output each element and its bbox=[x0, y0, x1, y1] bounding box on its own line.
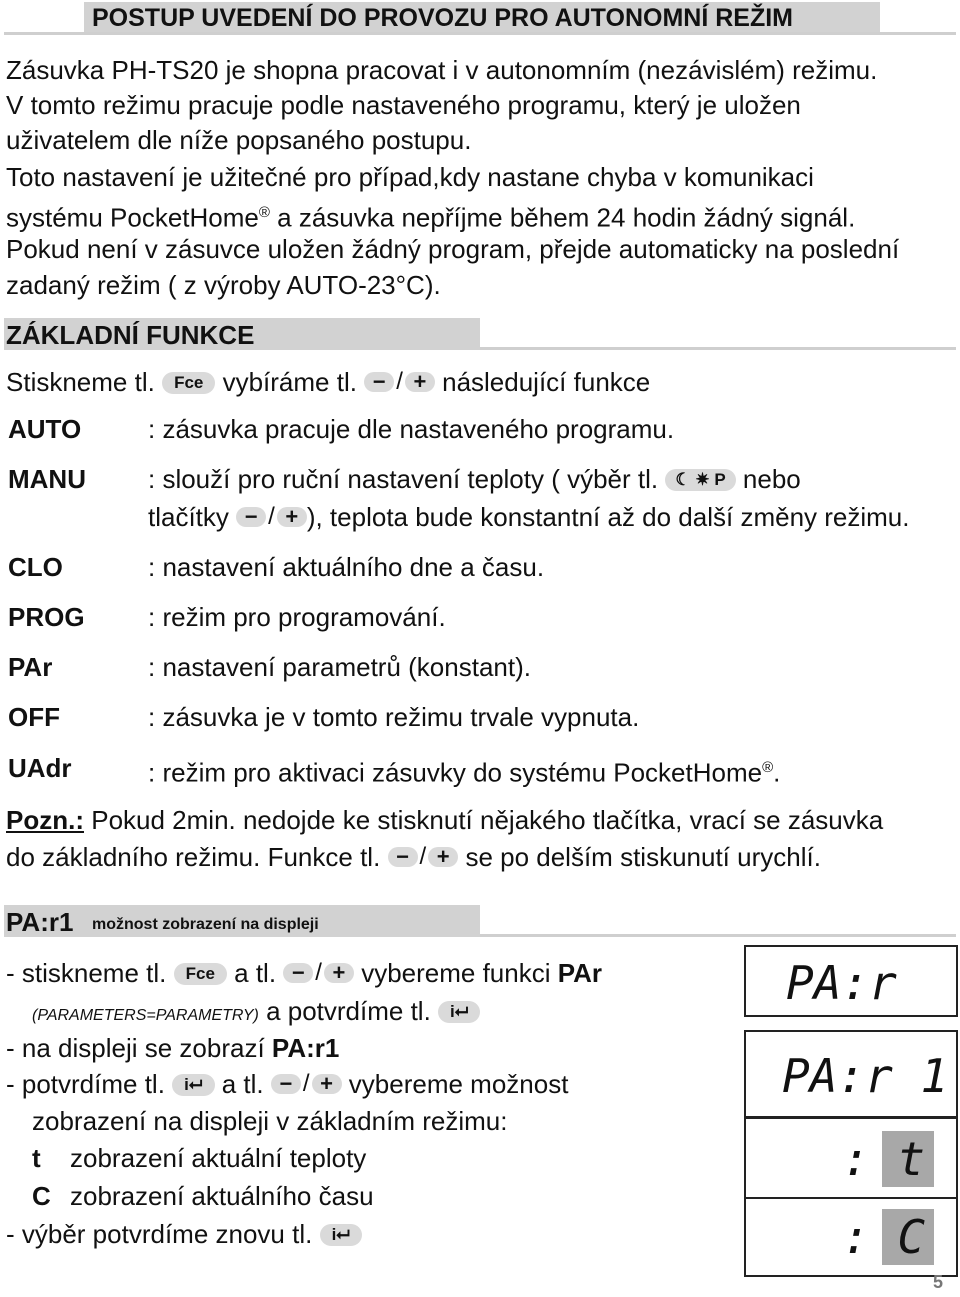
par-s4c: vybereme možnost bbox=[348, 1069, 569, 1099]
intro-line-5 bbox=[6, 198, 855, 233]
note-line-2 bbox=[6, 842, 821, 872]
slash: / bbox=[268, 503, 275, 530]
moon-sun-p-key bbox=[665, 469, 735, 491]
registered-mark: ® bbox=[258, 204, 270, 221]
func-auto-desc: : zásuvka pracuje dle nastaveného programu. bbox=[148, 414, 675, 444]
enter-key: i⮠ bbox=[320, 1224, 362, 1246]
par-step-5: zobrazení na displeji v základním režimu: bbox=[32, 1106, 508, 1136]
minus-plus-key-2 bbox=[236, 502, 307, 532]
minus-icon: − bbox=[271, 1074, 301, 1094]
func-clo-desc: : nastavení aktuálního dne a času. bbox=[148, 552, 545, 582]
func-clo-name: CLO bbox=[8, 552, 63, 582]
minus-icon: − bbox=[364, 372, 394, 392]
slash: / bbox=[396, 368, 403, 395]
par-heading-rule bbox=[480, 934, 956, 937]
fce-key: Fce bbox=[162, 372, 215, 394]
lcd-display-par bbox=[744, 945, 958, 1017]
note-text-1: Pokud 2min. nedojde ke stisknutí nějakého tlačítka, vrací se zásuvka bbox=[84, 805, 884, 835]
basic-heading: ZÁKLADNÍ FUNKCE bbox=[6, 320, 255, 350]
par-step-2 bbox=[32, 996, 480, 1031]
intro-line-5a: systému PocketHome bbox=[6, 202, 259, 233]
press-a: Stiskneme tl. bbox=[6, 367, 155, 397]
par-s2a: (PARAMETERS=PARAMETRY) bbox=[32, 1007, 259, 1024]
plus-icon: + bbox=[277, 507, 307, 527]
par-s3a: - na displeji se zobrazí bbox=[6, 1033, 272, 1063]
par-heading: PA:r1 bbox=[6, 907, 74, 937]
func-off-desc: : zásuvka je v tomto režimu trvale vypnuta. bbox=[148, 702, 640, 732]
press-line bbox=[6, 367, 650, 397]
func-manu-desc-2 bbox=[148, 502, 910, 532]
par-subheading: možnost zobrazení na displeji bbox=[92, 916, 319, 933]
lcd-c-svg bbox=[746, 1199, 956, 1275]
par-step-6 bbox=[6, 1219, 362, 1249]
func-manu-desc-a: : slouží pro ruční nastavení teploty ( výběr tl. bbox=[148, 464, 659, 494]
func-par-name: PAr bbox=[8, 652, 53, 682]
func-uadr-desc-end: . bbox=[773, 757, 781, 788]
lcd-display-c bbox=[744, 1197, 958, 1277]
par-s6: - výběr potvrdíme znovu tl. bbox=[6, 1219, 313, 1249]
minus-icon: − bbox=[283, 963, 313, 983]
par-step-4 bbox=[6, 1069, 568, 1099]
opt-t-desc: zobrazení aktuální teploty bbox=[70, 1143, 367, 1173]
par-step-1 bbox=[6, 958, 602, 988]
slash: / bbox=[419, 843, 427, 870]
func-prog-name: PROG bbox=[8, 602, 85, 632]
minus-plus-key-4 bbox=[283, 958, 354, 988]
par-s4a: - potvrdíme tl. bbox=[6, 1069, 165, 1099]
par-step-3 bbox=[6, 1033, 339, 1063]
opt-c-desc: zobrazení aktuálního času bbox=[70, 1181, 374, 1211]
minus-plus-key-3 bbox=[388, 842, 459, 872]
lcd-text-1: PA:r bbox=[786, 956, 897, 1010]
par-s3b: PA:r1 bbox=[271, 1033, 340, 1063]
func-off-name: OFF bbox=[8, 702, 60, 732]
intro-line-1: Zásuvka PH-TS20 je shopna pracovat i v autonomním (nezávislém) režimu. bbox=[6, 55, 878, 85]
minus-icon: − bbox=[236, 507, 266, 527]
func-uadr-name: UAdr bbox=[8, 753, 72, 783]
fce-key: Fce bbox=[174, 963, 227, 985]
par-s1d: PAr bbox=[557, 958, 603, 988]
plus-icon: + bbox=[405, 372, 435, 392]
plus-icon: + bbox=[312, 1074, 342, 1094]
opt-c-letter: C bbox=[32, 1181, 51, 1211]
lcd-par1-svg bbox=[746, 1032, 956, 1116]
lcd-text-2: PA:r 1 bbox=[782, 1049, 949, 1103]
note-text-2b: se po delším stiskunutí urychlí. bbox=[465, 842, 821, 872]
par-s1b: a tl. bbox=[234, 958, 277, 988]
intro-line-6: Pokud není v zásuvce uložen žádný program, přejde automaticky na poslední bbox=[6, 234, 900, 264]
func-prog-desc: : režim pro programování. bbox=[148, 602, 446, 632]
page-title: POSTUP UVEDENÍ DO PROVOZU PRO AUTONOMNÍ REŽIM bbox=[92, 4, 793, 32]
func-manu-desc bbox=[148, 464, 801, 494]
note-text-2a: do základního režimu. Funkce tl. bbox=[6, 842, 381, 872]
note-line-1 bbox=[6, 805, 883, 835]
note-label: Pozn.: bbox=[6, 805, 84, 835]
intro-line-2: V tomto režimu pracuje podle nastaveného programu, který je uložen bbox=[6, 90, 801, 120]
p-label: P bbox=[714, 470, 726, 489]
lcd-t-svg bbox=[746, 1119, 956, 1197]
moon-icon: ☾ bbox=[675, 470, 691, 489]
lcd-par-svg bbox=[746, 947, 956, 1015]
func-uadr-desc bbox=[148, 753, 780, 788]
minus-icon: − bbox=[388, 847, 418, 867]
enter-key: i⮠ bbox=[438, 1001, 480, 1023]
func-manu-desc-2b: ), teplota bude konstantní až do další změny režimu. bbox=[306, 502, 910, 532]
func-manu-desc-2a: tlačítky bbox=[148, 502, 229, 532]
lcd-display-t bbox=[744, 1117, 958, 1199]
opt-t-letter: t bbox=[32, 1143, 41, 1173]
lcd-display-par1 bbox=[744, 1030, 958, 1118]
intro-line-7: zadaný režim ( z výroby AUTO-23°C). bbox=[6, 270, 441, 300]
intro-line-3: uživatelem dle níže popsaného postupu. bbox=[6, 125, 472, 155]
minus-plus-key-5 bbox=[271, 1069, 342, 1099]
par-s1c: vybereme funkci bbox=[361, 958, 558, 988]
par-s1a: - stiskneme tl. bbox=[6, 958, 167, 988]
par-s2b: a potvrdíme tl. bbox=[258, 996, 431, 1026]
lcd-text-3: : t bbox=[842, 1132, 926, 1186]
registered-mark: ® bbox=[762, 759, 774, 776]
par-s4b: a tl. bbox=[221, 1069, 264, 1099]
minus-plus-key bbox=[364, 367, 435, 397]
press-c: následující funkce bbox=[442, 367, 651, 397]
slash: / bbox=[315, 959, 322, 986]
func-auto-name: AUTO bbox=[8, 414, 82, 444]
func-uadr-desc-a: : režim pro aktivaci zásuvky do systému PocketHome bbox=[148, 757, 763, 788]
basic-heading-rule bbox=[480, 347, 956, 350]
sun-icon: ✷ bbox=[695, 470, 710, 489]
plus-icon: + bbox=[324, 963, 354, 983]
enter-key: i⮠ bbox=[172, 1074, 214, 1096]
page-number: 5 bbox=[933, 1272, 944, 1292]
press-b: vybíráme tl. bbox=[222, 367, 357, 397]
slash: / bbox=[302, 1070, 310, 1097]
intro-line-4: Toto nastavení je užitečné pro případ,kdy nastane chyba v komunikaci bbox=[6, 162, 814, 192]
plus-icon: + bbox=[428, 847, 458, 867]
intro-line-5b: a zásuvka nepříjme během 24 hodin žádný signál. bbox=[269, 202, 856, 233]
func-par-desc: : nastavení parametrů (konstant). bbox=[148, 652, 531, 682]
func-manu-name: MANU bbox=[8, 464, 86, 494]
lcd-text-4: : C bbox=[842, 1210, 926, 1264]
func-manu-desc-b: nebo bbox=[742, 464, 801, 494]
